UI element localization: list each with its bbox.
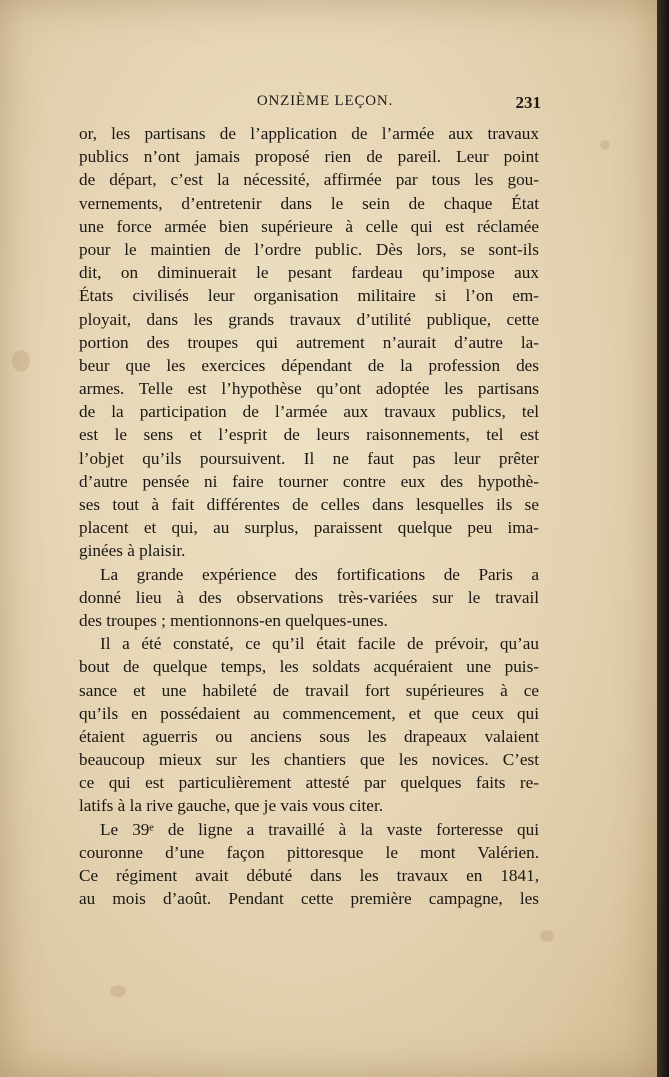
text-line: beaucoup mieux sur les chantiers que les novices. C’est [79,750,539,770]
text-line: étaient aguerris ou anciens sous les drapeaux valaient [79,726,539,746]
paragraph [79,818,539,911]
text-line: ginées à plaisir. [79,541,186,561]
paragraph [79,563,539,633]
body-text [79,122,539,910]
paper-stain [110,985,126,997]
text-line: Le 39ᵉ de ligne a travaillé à la vaste forteresse qui [100,819,539,839]
text-line: ses tout à fait différentes de celles dans lesquelles ils se [79,495,539,514]
book-edge [657,0,669,1077]
text-line: de départ, c’est la nécessité, affirmée par tous les gou- [79,170,539,190]
text-line: or, les partisans de l’application de l’armée aux travaux [79,124,539,143]
text-line: ce qui est particulièrement attesté par quelques faits re- [79,773,539,793]
paper-stain [12,350,30,372]
text-line: des troupes ; mentionnons-en quelques-unes. [79,610,388,630]
text-line: d’autre pensée ni faire tourner contre eux des hypothè- [79,471,539,491]
text-line: une force armée bien supérieure à celle qui est réclamée [79,216,539,236]
page-number: 231 [515,93,541,112]
paragraph [79,632,539,818]
text-line: États civilisés leur organisation militaire si l’on em- [79,286,539,306]
text-line: pour le maintien de l’ordre public. Dès lors, se sont-ils [79,239,539,259]
text-line: au mois d’août. Pendant cette première campagne, les [79,889,539,909]
text-line: de la participation de l’armée aux travaux publics, tel [79,402,539,422]
page-header [79,93,541,117]
text-line: donné lieu à des observations très-variées sur le travail [79,587,539,607]
text-line: publics n’ont jamais proposé rien de pareil. Leur point [79,147,539,167]
text-line: Ce régiment avait débuté dans les travaux en 1841, [79,866,539,885]
text-line: est le sens et l’esprit de leurs raisonnements, tel est [79,425,539,445]
text-line: beur que les exercices dépendant de la profession des [79,355,539,375]
text-line: bout de quelque temps, les soldats acquéraient une puis- [79,657,539,677]
text-line: l’objet qu’ils poursuivent. Il ne faut pas leur prêter [79,448,539,468]
text-line: armes. Telle est l’hypothèse qu’ont adoptée les partisans [79,379,539,399]
text-line: latifs à la rive gauche, que je vais vous citer. [79,796,384,816]
text-line: La grande expérience des fortifications de Paris a [100,564,539,584]
text-line: couronne d’une façon pittoresque le mont Valérien. [79,842,539,862]
text-line: Il a été constaté, ce qu’il était facile de prévoir, qu’au [100,634,539,654]
text-line: portion des troupes qui autrement n’aurait d’autre la- [79,332,539,352]
paragraph [79,122,539,563]
text-line: sance et une habileté de travail fort supérieures à ce [79,680,539,700]
text-line: qu’ils en possédaient au commencement, et que ceux qui [79,703,539,723]
running-head: ONZIÈME LEÇON. [256,93,394,109]
text-line: ployait, dans les grands travaux d’utilité publique, cette [79,309,539,329]
text-line: placent et qui, au surplus, paraissent quelque peu ima- [79,518,539,538]
paper-stain [540,930,554,942]
paper-stain [600,140,610,150]
text-line: dit, on diminuerait le pesant fardeau qu’impose aux [79,263,539,283]
text-line: vernements, d’entretenir dans le sein de chaque État [79,193,539,213]
